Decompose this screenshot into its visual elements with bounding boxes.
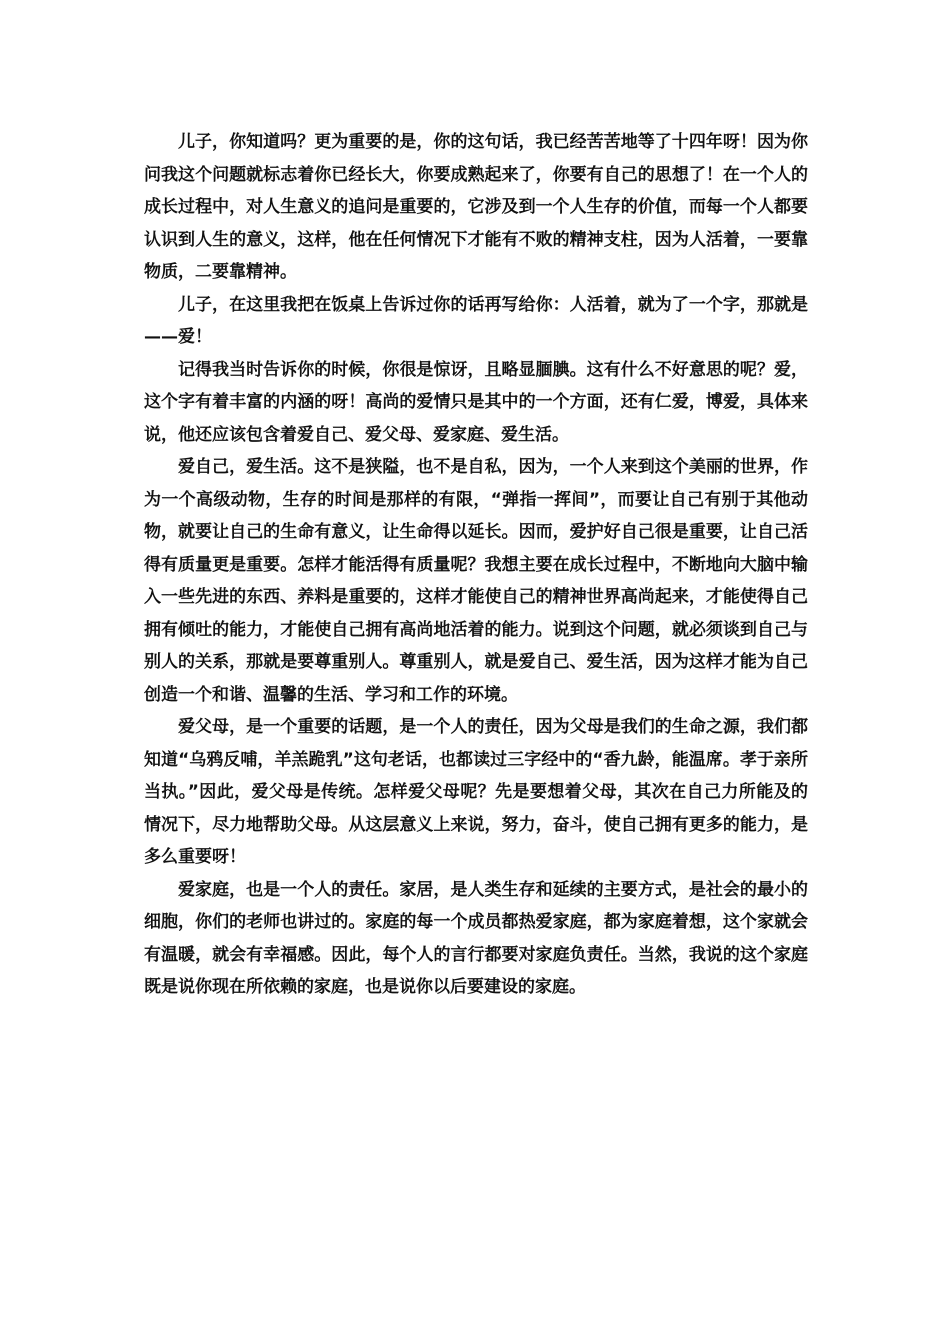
paragraph-4: 爱自己，爱生活。这不是狭隘，也不是自私，因为，一个人来到这个美丽的世界，作为一个高级动物，生存的时间是那样的有限，“弹指一挥间”，而要让自己有别于其他动物，就要让自己的生命有意义，让生命得以延长。因而，爱护好自己很是重要，让自己活得有质量更是重要。怎样才能活得有质量呢？我想主要在成长过程中，不断地向大脑中输入一些先进的东西、养料是重要的，这样才能使自己的精神世界高尚起来，才能使得自己拥有倾吐的能力，才能使自己拥有高尚地活着的能力。说到这个问题，就必须谈到自己与别人的关系，那就是要尊重别人。尊重别人，就是爱自己、爱生活，因为这样才能为自己创造一个和谐、温馨的生活、学习和工作的环境。 — [144, 457, 808, 705]
paragraph-3: 记得我当时告诉你的时候，你很是惊讶，且略显腼腆。这有什么不好意思的呢？爱，这个字有着丰富的内涵的呀！高尚的爱情只是其中的一个方面，还有仁爱，博爱，具体来说，他还应该包含着爱自己、爱父母、爱家庭、爱生活。 — [144, 359, 808, 445]
document-body — [144, 126, 808, 1004]
paragraph-1: 儿子，你知道吗？更为重要的是，你的这句话，我已经苦苦地等了十四年呀！因为你问我这个问题就标志着你已经长大，你要成熟起来了，你要有自己的思想了！在一个人的成长过程中，对人生意义的追问是重要的，它涉及到一个人生存的价值，而每一个人都要认识到人生的意义，这样，他在任何情况下才能有不败的精神支柱，因为人活着，一要靠物质，二要靠精神。 — [144, 132, 808, 282]
paragraph-6: 爱家庭，也是一个人的责任。家居，是人类生存和延续的主要方式，是社会的最小的细胞，你们的老师也讲过的。家庭的每一个成员都热爱家庭，都为家庭着想，这个家就会有温暖，就会有幸福感。因此，每个人的言行都要对家庭负责任。当然，我说的这个家庭既是说你现在所依赖的家庭，也是说你以后要建设的家庭。 — [144, 879, 808, 997]
paragraph-5: 爱父母，是一个重要的话题，是一个人的责任，因为父母是我们的生命之源，我们都知道“乌鸦反哺，羊羔跪乳”这句老话，也都读过三字经中的“香九龄，能温席。孝于亲所当执。”因此，爱父母是传统。怎样爱父母呢？先是要想着父母，其次在自己力所能及的情况下，尽力地帮助父母。从这层意义上来说，努力，奋斗，使自己拥有更多的能力，是多么重要呀！ — [144, 717, 808, 867]
paragraph-2: 儿子，在这里我把在饭桌上告诉过你的话再写给你：人活着，就为了一个字，那就是——爱！ — [144, 294, 808, 347]
